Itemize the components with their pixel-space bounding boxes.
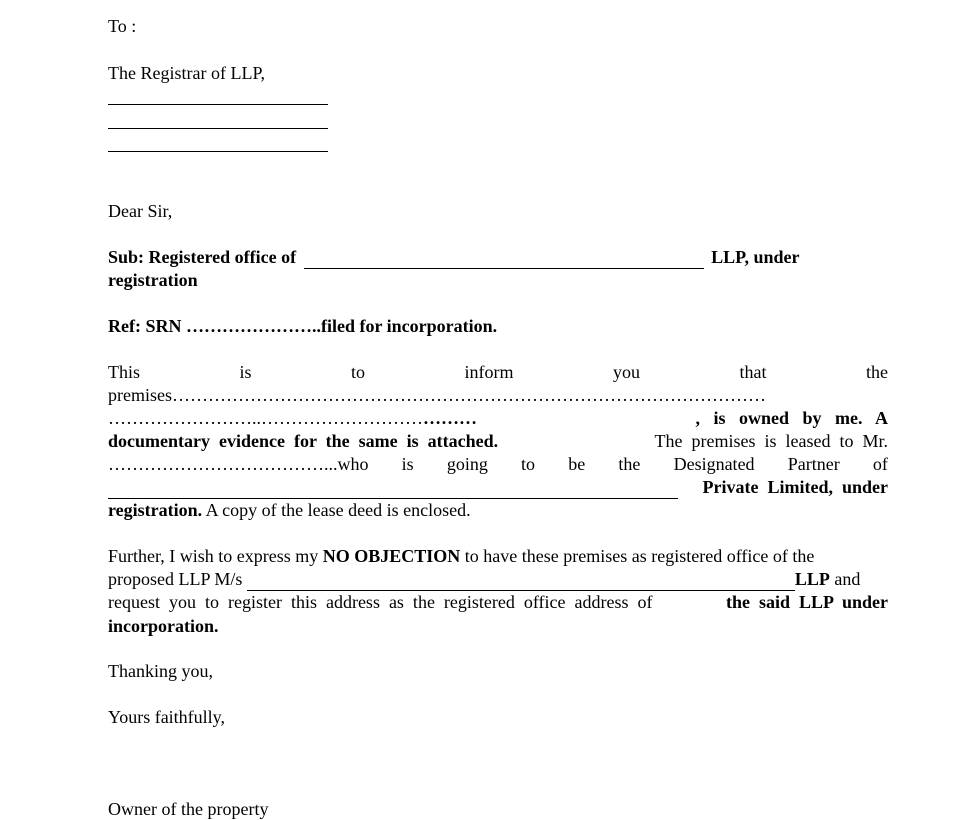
para2-line2-post: and [829,569,861,589]
company-name-blank [108,476,678,499]
address-blank-line-3 [108,151,328,152]
subject-line [108,246,800,269]
address-blank-line-1 [108,104,328,105]
para1-line5 [108,453,888,475]
para1-word: to [351,362,366,382]
para1-line3-dots: ……………………..……………………… [108,408,423,428]
para1-line5-word: of [872,454,888,474]
no-objection-text: NO OBJECTION [322,546,461,566]
para1-line7 [108,499,471,521]
para1-line3-bold-dots: ……… [423,408,477,428]
subject-line-2: registration [108,270,198,290]
reference-suffix: filed for incorporation. [321,316,498,336]
reference-prefix: Ref: SRN [108,316,182,336]
para1-word: inform [464,362,514,382]
para1-line5-word: going [446,454,488,474]
registrar-line: The Registrar of LLP, [108,63,265,83]
para1-word: is [239,362,252,382]
para2-line2 [108,568,888,591]
para2-line3-pre: request you to register this address as the registered office address of [108,592,658,612]
yours-faithfully-line: Yours faithfully, [108,707,226,727]
subject-suffix: LLP, under [711,247,800,267]
llp-name-blank [247,568,795,591]
para1-line5-lead [108,453,369,475]
reference-dots: ………………….. [186,316,321,336]
para1-line1 [108,361,888,383]
para2-line2-bold: LLP [794,569,830,589]
para1-line5-word: Partner [787,454,840,474]
para1-line4-rest: The premises is leased to Mr. [650,431,888,451]
para2-line2-pre: proposed LLP M/s [108,569,247,589]
para1-premises-line: premises……………………………………………………………………………………… [108,385,766,405]
para1-line7-rest: A copy of the lease deed is enclosed. [202,500,471,520]
subject-llp-name-blank [304,246,704,269]
para2-line4: incorporation. [108,616,219,636]
subject-prefix: Sub: Registered office of [108,247,297,267]
para1-line5-word: is [401,454,414,474]
para1-word: you [612,362,640,382]
para1-line3-left [108,407,477,429]
para1-line5-word: Designated [673,454,755,474]
para1-word: the [865,362,888,382]
para1-line4 [108,430,888,452]
para1-line3 [108,407,888,429]
para1-line5-word: to [521,454,536,474]
signature-line: Owner of the property [108,799,269,819]
para1-line3-rest: , is owned by me. A [695,408,888,428]
para2-line3-bold: the said LLP under [725,592,888,612]
para1-line4-bold: documentary evidence for the same is attached. [108,431,499,451]
para2-line3 [108,591,888,613]
para1-line7-bold: registration. [108,500,203,520]
para1-line6-bold: Private Limited, under [702,477,888,497]
reference-line [108,315,497,337]
para1-word: This [108,362,141,382]
para1-line5-dots: ………………………………... [108,454,338,474]
para2-line1-post: to have these premises as registered office of the [460,546,815,566]
to-label: To : [108,16,137,36]
para1-line6 [108,476,888,499]
thanking-line: Thanking you, [108,661,213,681]
para1-line5-word: be [568,454,586,474]
para1-line5-word: who [337,454,369,474]
para2-line1 [108,545,888,567]
para2-line1-pre: Further, I wish to express my [108,546,323,566]
para1-word: that [739,362,767,382]
para1-line5-word: the [618,454,641,474]
address-blank-line-2 [108,128,328,129]
salutation: Dear Sir, [108,201,173,221]
